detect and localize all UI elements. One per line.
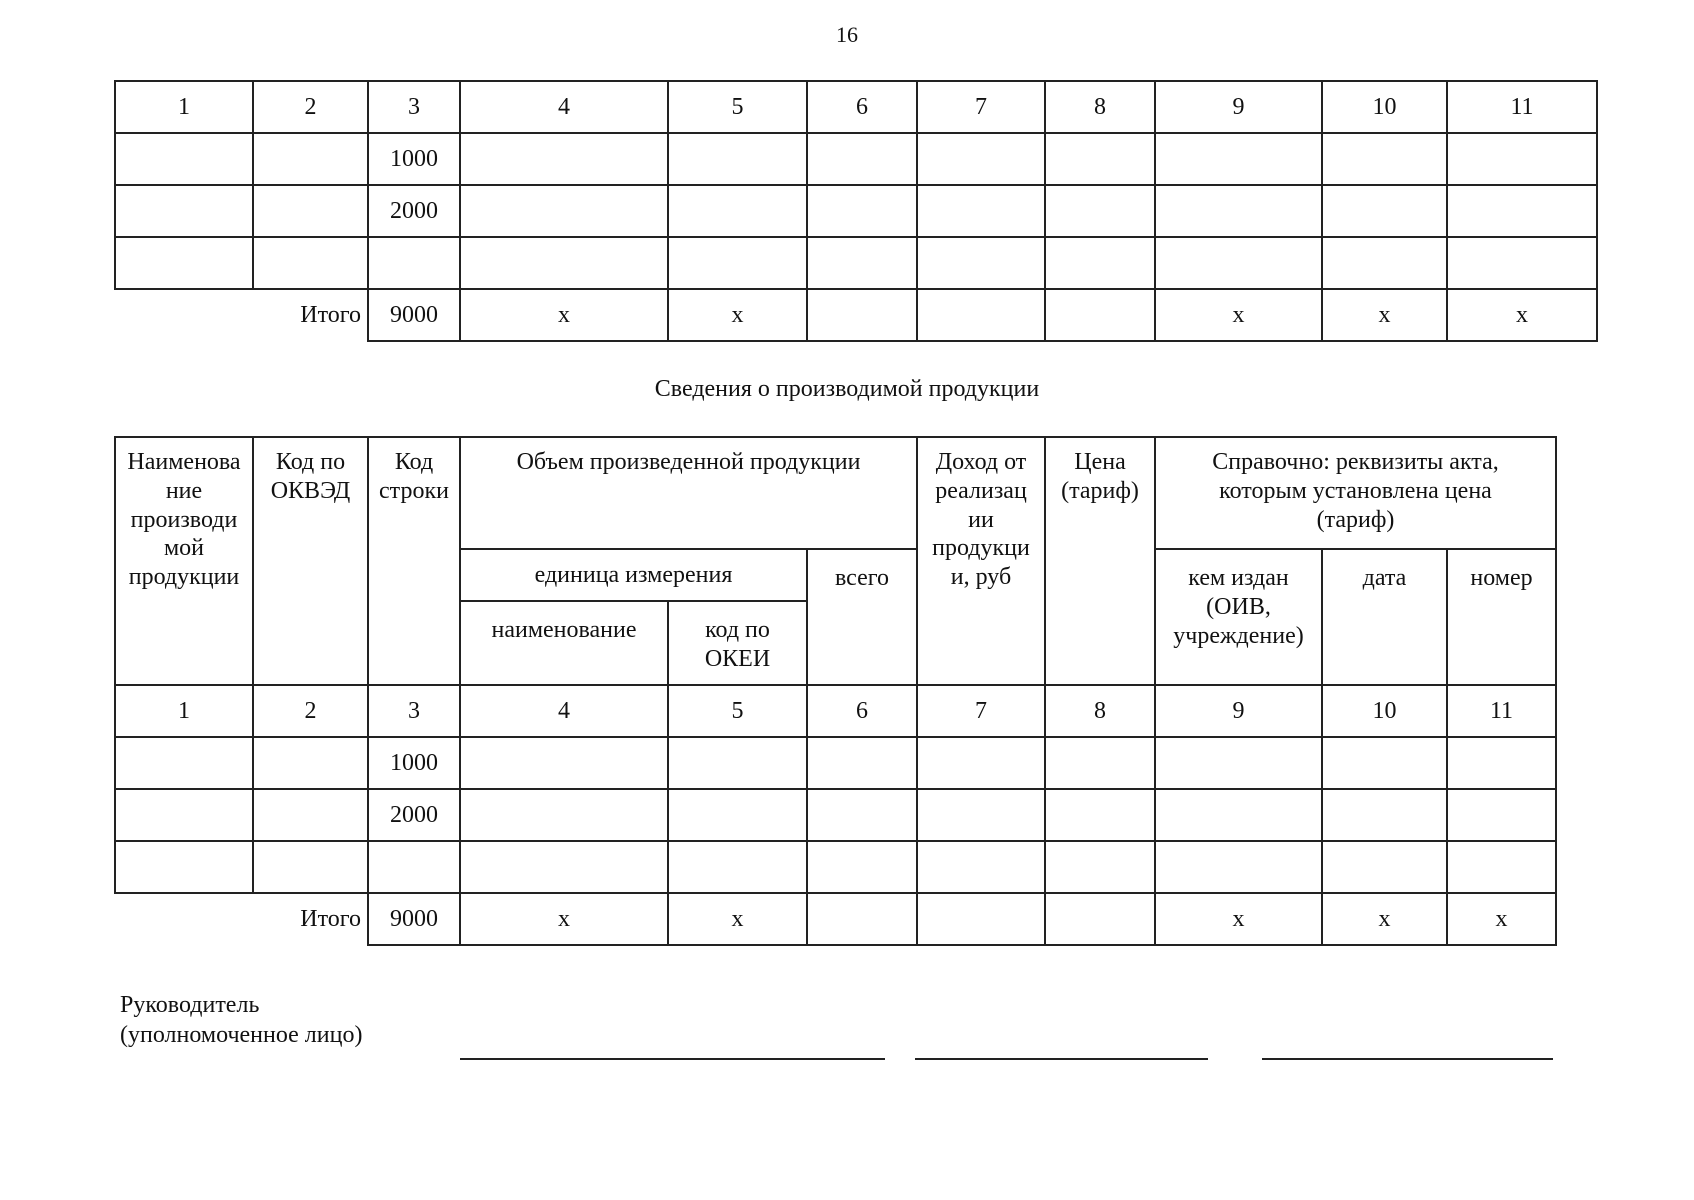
table-cell[interactable] [807, 133, 917, 185]
header-text-line: реализац [935, 477, 1027, 504]
col-number: 2 [253, 685, 368, 737]
header-price [1045, 437, 1155, 685]
header-issued-by [1155, 549, 1322, 685]
header-text-line: строки [379, 477, 449, 504]
table-cell[interactable] [1322, 789, 1447, 841]
total-cell: х [1322, 893, 1447, 945]
header-okved [253, 437, 368, 685]
table-cell[interactable] [1447, 185, 1597, 237]
table-cell[interactable] [807, 237, 917, 289]
row-code: 2000 [368, 789, 460, 841]
col-number: 8 [1045, 685, 1155, 737]
table-cell[interactable] [807, 737, 917, 789]
total-cell: х [1155, 893, 1322, 945]
col-number: 8 [1045, 81, 1155, 133]
table-row [115, 133, 1597, 185]
header-number: номер [1447, 549, 1556, 685]
table-cell[interactable] [1045, 185, 1155, 237]
table-cell[interactable] [917, 789, 1045, 841]
table-cell[interactable] [1045, 841, 1155, 893]
table-cell[interactable] [917, 737, 1045, 789]
table-cell[interactable] [253, 841, 368, 893]
header-product-name [115, 437, 253, 685]
table-cell[interactable] [253, 789, 368, 841]
col-number: 4 [460, 685, 668, 737]
row-code [368, 841, 460, 893]
table-cell[interactable] [1155, 737, 1322, 789]
total-cell[interactable] [917, 289, 1045, 341]
top-table [114, 80, 1598, 342]
total-label: Итого [253, 289, 368, 341]
total-cell: х [1155, 289, 1322, 341]
table-row [115, 737, 1556, 789]
page-number: 16 [836, 22, 858, 47]
table-cell[interactable] [1447, 789, 1556, 841]
table-cell[interactable] [253, 133, 368, 185]
header-text-line: учреждение) [1173, 622, 1304, 649]
total-cell: х [1322, 289, 1447, 341]
table-cell[interactable] [668, 737, 807, 789]
section-title: Сведения о производимой продукции [654, 376, 1040, 402]
table-cell[interactable] [1322, 185, 1447, 237]
header-okei [668, 601, 807, 685]
table-cell[interactable] [460, 737, 668, 789]
table-cell[interactable] [1045, 737, 1155, 789]
table-cell[interactable] [668, 185, 807, 237]
table-cell[interactable] [1447, 133, 1597, 185]
column-number-row [115, 685, 1556, 737]
col-number: 9 [1155, 685, 1322, 737]
col-number: 1 [115, 685, 253, 737]
table-cell[interactable] [1447, 841, 1556, 893]
table-cell[interactable] [460, 133, 668, 185]
row-code [368, 237, 460, 289]
table-cell[interactable] [668, 133, 807, 185]
header-text-line: Код по [275, 449, 346, 475]
header-total: всего [807, 549, 917, 685]
total-label: Итого [253, 893, 368, 945]
total-cell[interactable] [807, 289, 917, 341]
table-cell[interactable] [1155, 133, 1322, 185]
header-text-line: и, руб [950, 564, 1012, 591]
table-cell[interactable] [115, 133, 253, 185]
header-text-line: производи [130, 506, 238, 533]
signature-title: Руководитель [120, 992, 260, 1018]
table-cell[interactable] [807, 789, 917, 841]
header-text-line: ии [968, 506, 994, 533]
header-text-line: мой [163, 535, 205, 562]
total-row [115, 289, 1597, 341]
table-cell[interactable] [1045, 237, 1155, 289]
header-text-line: (тариф) [1061, 477, 1139, 504]
col-number: 9 [1155, 81, 1322, 133]
header-unit: единица измерения [460, 549, 807, 601]
row-code: 1000 [368, 737, 460, 789]
table-cell[interactable] [1322, 133, 1447, 185]
total-cell: х [1447, 893, 1556, 945]
col-number: 5 [668, 685, 807, 737]
table-cell[interactable] [115, 185, 253, 237]
table-cell[interactable] [1155, 237, 1322, 289]
header-text-line: ОКЕИ [704, 645, 771, 672]
column-number-row [115, 81, 1597, 133]
total-cell: х [668, 289, 807, 341]
header-text-line: ние [165, 477, 203, 504]
table-cell[interactable] [1155, 789, 1322, 841]
signature-subtitle: (уполномоченное лицо) [120, 1022, 363, 1048]
table-row [115, 237, 1597, 289]
row-code: 1000 [368, 133, 460, 185]
table-cell[interactable] [253, 237, 368, 289]
col-number: 3 [368, 81, 460, 133]
header-text-line: кем издан [1188, 565, 1289, 591]
signature-line-name[interactable] [1262, 1058, 1553, 1060]
header-text-line: код по [705, 617, 770, 643]
signature-block [120, 990, 362, 1050]
col-number: 11 [1447, 685, 1556, 737]
table-row [115, 789, 1556, 841]
table-cell[interactable] [807, 185, 917, 237]
header-text-line: Наименова [127, 449, 241, 475]
table-cell[interactable] [1045, 133, 1155, 185]
col-number: 6 [807, 81, 917, 133]
header-text-line: продукции [128, 564, 240, 591]
blank-cell [115, 289, 253, 341]
header-row-code [368, 437, 460, 685]
col-number: 3 [368, 685, 460, 737]
col-number: 7 [917, 81, 1045, 133]
total-row [115, 893, 1556, 945]
table-cell[interactable] [460, 237, 668, 289]
col-number: 10 [1322, 685, 1447, 737]
header-date: дата [1322, 549, 1447, 685]
table-cell[interactable] [460, 789, 668, 841]
col-number: 5 [668, 81, 807, 133]
header-text-line: ОКВЭД [270, 477, 351, 504]
header-text-line: Код [394, 449, 434, 475]
table-cell[interactable] [115, 237, 253, 289]
col-number: 4 [460, 81, 668, 133]
table-cell[interactable] [917, 133, 1045, 185]
col-number: 10 [1322, 81, 1447, 133]
table-row [115, 841, 1556, 893]
header-text-line: продукци [932, 535, 1030, 562]
header-text-line: (тариф) [1316, 506, 1395, 533]
header-text-line: (ОИВ, [1206, 593, 1271, 620]
signature-line-sign[interactable] [915, 1058, 1208, 1060]
total-cell: х [1447, 289, 1597, 341]
table-cell[interactable] [115, 841, 253, 893]
col-number: 7 [917, 685, 1045, 737]
total-cell[interactable] [1045, 289, 1155, 341]
col-number: 2 [253, 81, 368, 133]
table-cell[interactable] [460, 185, 668, 237]
table-cell[interactable] [115, 789, 253, 841]
total-cell[interactable] [917, 893, 1045, 945]
table-cell[interactable] [917, 841, 1045, 893]
total-cell[interactable] [1045, 893, 1155, 945]
total-code: 9000 [368, 893, 460, 945]
col-number: 6 [807, 685, 917, 737]
table-cell[interactable] [917, 185, 1045, 237]
table-cell[interactable] [115, 737, 253, 789]
total-cell: х [460, 893, 668, 945]
header-text-line: Доход от [935, 449, 1027, 475]
header-text-line: Цена [1074, 449, 1126, 475]
table-cell[interactable] [1155, 841, 1322, 893]
row-code: 2000 [368, 185, 460, 237]
col-number: 1 [115, 81, 253, 133]
header-income [917, 437, 1045, 685]
table-cell[interactable] [807, 841, 917, 893]
table-row [115, 185, 1597, 237]
header-volume: Объем произведенной продукции [460, 437, 917, 549]
table-cell[interactable] [668, 237, 807, 289]
table-cell[interactable] [253, 737, 368, 789]
table-cell[interactable] [1447, 737, 1556, 789]
table-cell[interactable] [917, 237, 1045, 289]
col-number: 11 [1447, 81, 1597, 133]
total-cell[interactable] [807, 893, 917, 945]
table-cell[interactable] [1322, 841, 1447, 893]
table-cell[interactable] [253, 185, 368, 237]
header-unit-name: наименование [460, 601, 668, 685]
table-cell[interactable] [460, 841, 668, 893]
blank-cell [115, 893, 253, 945]
table-cell[interactable] [1155, 185, 1322, 237]
total-cell: х [460, 289, 668, 341]
table-cell[interactable] [668, 841, 807, 893]
header-reference [1155, 437, 1556, 549]
total-code: 9000 [368, 289, 460, 341]
header-text-line: Справочно: реквизиты акта, [1212, 449, 1499, 475]
table-cell[interactable] [1045, 789, 1155, 841]
production-table [114, 436, 1557, 946]
table-cell[interactable] [668, 789, 807, 841]
signature-line-position[interactable] [460, 1058, 885, 1060]
table-cell[interactable] [1322, 737, 1447, 789]
total-cell: х [668, 893, 807, 945]
table-cell[interactable] [1447, 237, 1597, 289]
header-row-1 [115, 437, 1556, 549]
table-cell[interactable] [1322, 237, 1447, 289]
header-text-line: которым установлена цена [1219, 477, 1492, 504]
